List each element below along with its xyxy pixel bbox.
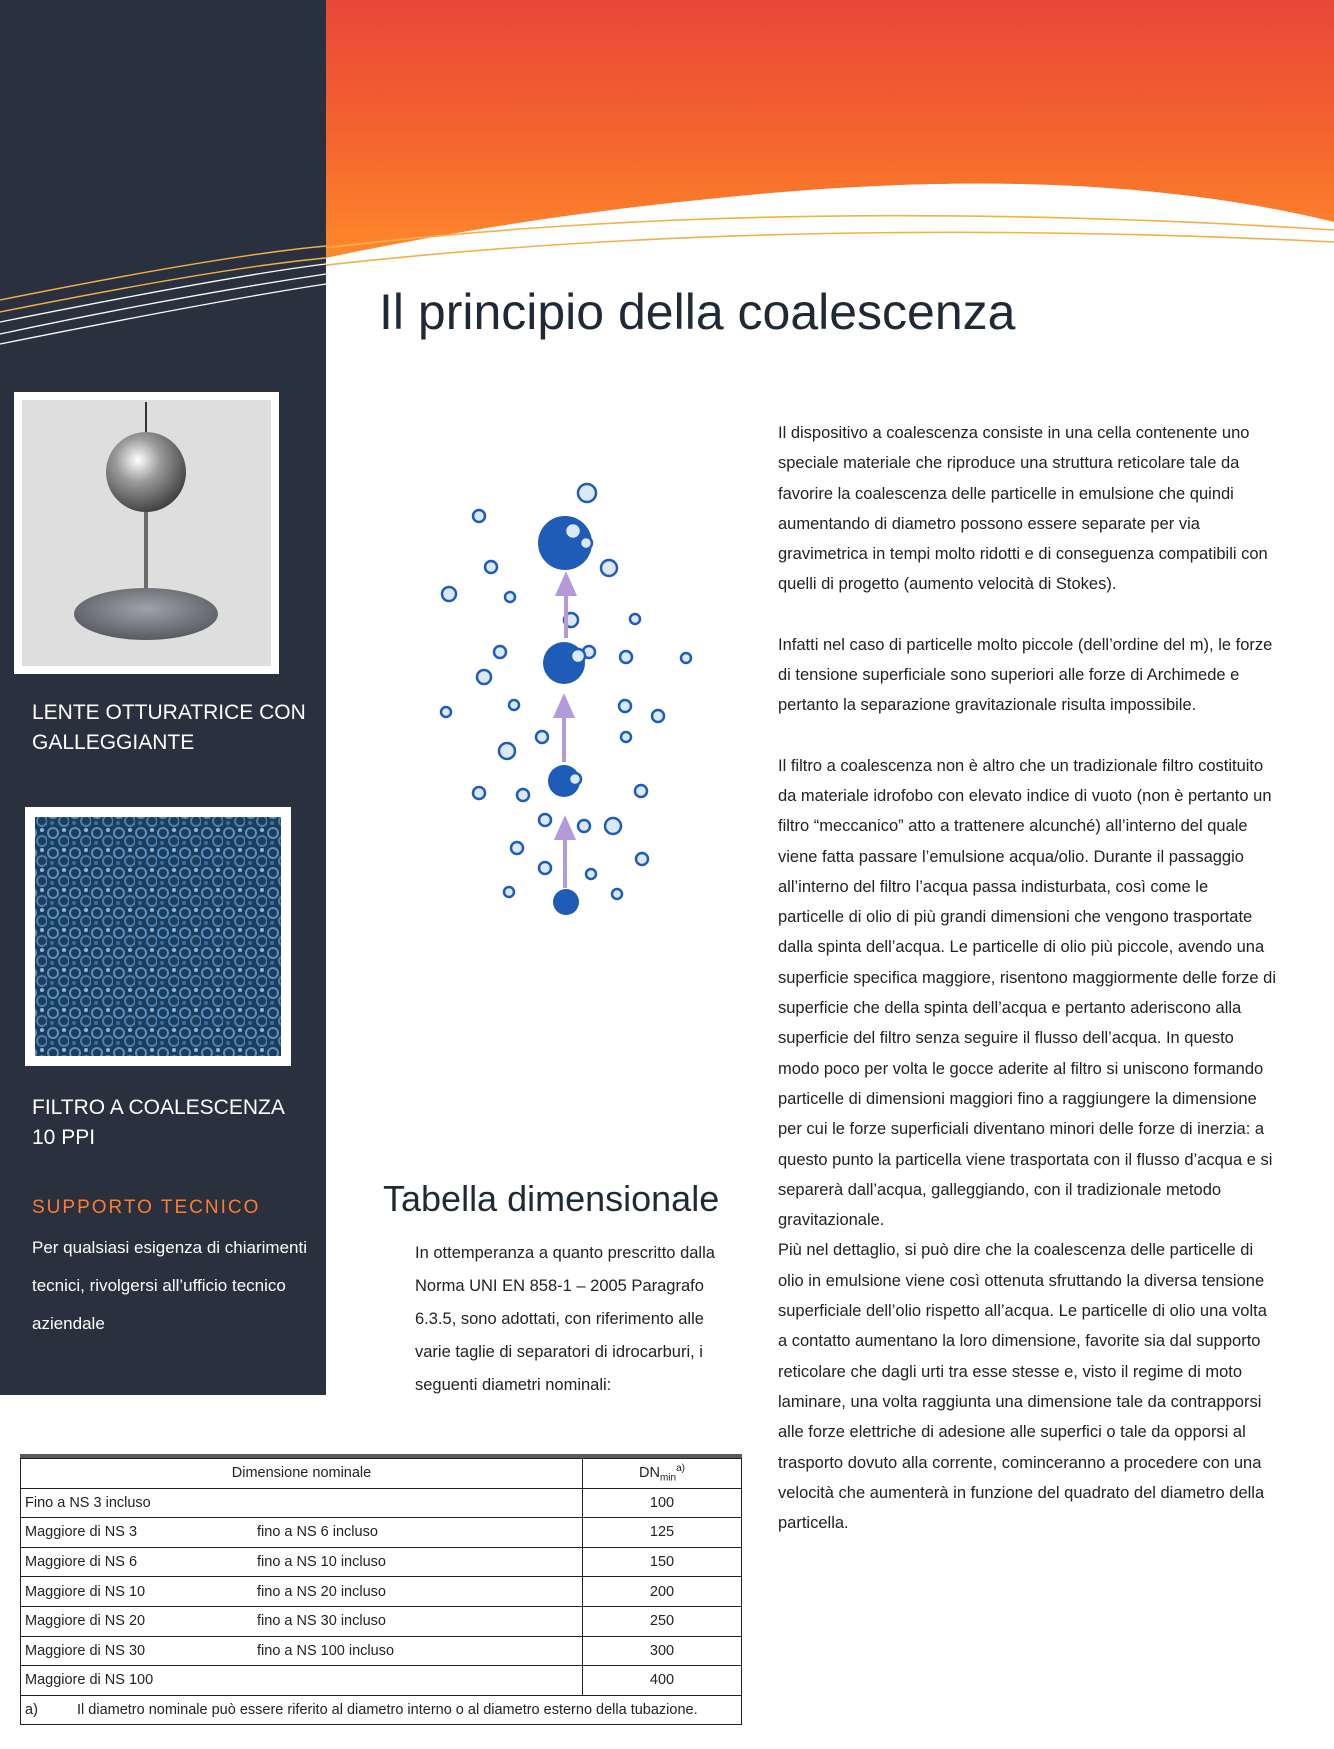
note-label: a) bbox=[25, 1702, 38, 1719]
row-from: Maggiore di NS 30 bbox=[25, 1642, 146, 1659]
header-dn-sup: a) bbox=[676, 1462, 685, 1474]
table-header-row bbox=[21, 1459, 742, 1489]
row-dn: 125 bbox=[583, 1518, 742, 1548]
table-note bbox=[21, 1695, 742, 1725]
header-dimension: Dimensione nominale bbox=[21, 1459, 583, 1489]
coalescence-filter-photo bbox=[25, 807, 291, 1066]
dimension-table bbox=[20, 1458, 742, 1725]
table-row bbox=[21, 1518, 742, 1548]
table-row bbox=[21, 1547, 742, 1577]
row-dn: 300 bbox=[583, 1636, 742, 1666]
support-text: Per qualsiasi esigenza di chiarimenti tecnici, rivolgersi all’ufficio tecnico aziendale bbox=[32, 1238, 307, 1333]
header-dn-sub: min bbox=[659, 1472, 677, 1484]
table-row bbox=[21, 1636, 742, 1666]
row-dimension bbox=[21, 1666, 583, 1696]
row-from: Maggiore di NS 10 bbox=[25, 1583, 146, 1600]
row-dimension bbox=[21, 1547, 583, 1577]
row-dn: 250 bbox=[583, 1606, 742, 1636]
paragraph-filter: Il filtro a coalescenza non è altro che un tradizionale filtro costituito da materiale idrofobo con elevato indice di vuoto (non è pertanto un filtro “meccanico” atto a trattenere alcunché) all’interno del quale viene fatta passare l’emulsione acqua/olio. Durante il passaggio all’interno del filtro l’acqua passa indisturbata, così come le particelle di olio di più grandi dimensioni che vengono trasportate dalla spinta dell’acqua. Le particelle di olio più piccole, avendo una superficie specifica maggiore, risentono maggiormente delle forze di superficie che della spinta dell’acqua e pertanto aderiscono alla superficie del filtro senza seguire il flusso dell’acqua. In questo modo poco per volta le gocce aderite al filtro si uniscono formando particelle di dimensioni maggiori fino a raggiungere la dimensione per cui le forze superficiali diventano minori delle forze di inerzia: a questo punto la particella viene trasportata con il flusso d’acqua e si separerà dall’acqua, galleggiando, con il tradizionale metodo gravitazionale. bbox=[778, 756, 1277, 1230]
note-text: Il diametro nominale può essere riferito al diametro interno o al diametro esterno della tubazione. bbox=[77, 1702, 698, 1719]
row-from: Maggiore di NS 20 bbox=[25, 1613, 146, 1630]
paragraph-detail: Più nel dettaglio, si può dire che la coalescenza delle particelle di olio in emulsione viene così ottenuta sfruttando la diversa tensione superficiale dell’olio rispetto all’acqua. Le particelle di olio una volta a contatto aumentano la loro dimensione, favorite sia dal supporto reticolare che dagli urti tra esse stesse e, visto il regime di moto laminare, una volta raggiunta una dimensione tale da contrapporsi alle forze elettriche di adesione alle superfici o tale da opporsi al trasporto dovuto alla corrente, cominceranno a procedere con una velocità che aumenterà in funzione del quadrato del diametro della particella. bbox=[778, 1241, 1267, 1533]
support-title: SUPPORTO TECNICO bbox=[32, 1197, 261, 1218]
coalescence-filter-caption: FILTRO A COALESCENZA 10 PPI bbox=[32, 1096, 284, 1149]
table-row bbox=[21, 1577, 742, 1607]
row-dn: 400 bbox=[583, 1666, 742, 1696]
row-dimension bbox=[21, 1518, 583, 1548]
table-title: Tabella dimensionale bbox=[383, 1178, 720, 1219]
body-text bbox=[778, 418, 1278, 1538]
row-from: Maggiore di NS 100 bbox=[25, 1672, 154, 1689]
row-dimension bbox=[21, 1488, 583, 1518]
table-note-row bbox=[21, 1695, 742, 1725]
row-to: fino a NS 6 incluso bbox=[257, 1524, 378, 1541]
row-to: fino a NS 20 incluso bbox=[257, 1583, 386, 1600]
row-to: fino a NS 10 incluso bbox=[257, 1554, 386, 1571]
row-to: fino a NS 30 incluso bbox=[257, 1613, 386, 1630]
row-dimension bbox=[21, 1636, 583, 1666]
row-to: fino a NS 100 incluso bbox=[257, 1642, 395, 1659]
table-intro: In ottemperanza a quanto prescritto dalla Norma UNI EN 858-1 – 2005 Paragrafo 6.3.5, sono adottati, con riferimento alle varie taglie di separatori di idrocarburi, i seguenti diametri nominali: bbox=[415, 1244, 715, 1394]
row-dimension bbox=[21, 1577, 583, 1607]
header-dn bbox=[583, 1459, 742, 1489]
row-dn: 100 bbox=[583, 1488, 742, 1518]
row-from: Fino a NS 3 incluso bbox=[25, 1494, 151, 1511]
row-dn: 200 bbox=[583, 1577, 742, 1607]
row-dn: 150 bbox=[583, 1547, 742, 1577]
page-title: Il principio della coalescenza bbox=[379, 284, 1016, 340]
header-dn-label: DN bbox=[639, 1464, 660, 1481]
float-lens-photo bbox=[14, 392, 279, 674]
table-row bbox=[21, 1666, 742, 1696]
table-row bbox=[21, 1606, 742, 1636]
paragraph-small-particles: Infatti nel caso di particelle molto piccole (dell’ordine del m), le forze di tensione superficiale sono superiori alle forze di Archimede e pertanto la separazione gravitazionale risulta impossibile. bbox=[778, 635, 1273, 715]
coalescence-diagram bbox=[430, 470, 710, 930]
float-lens-caption: LENTE OTTURATRICE CON GALLEGGIANTE bbox=[32, 701, 306, 754]
paragraph-description: Il dispositivo a coalescenza consiste in una cella contenente uno speciale materiale che riproduce una struttura reticolare tale da favorire la coalescenza delle particelle in emulsione che quindi aumentando di diametro possono essere separate per via gravimetrica in tempi molto ridotti e di conseguenza compatibili con quelli di progetto (aumento velocità di Stokes). bbox=[778, 424, 1268, 594]
table-row bbox=[21, 1488, 742, 1518]
row-from: Maggiore di NS 6 bbox=[25, 1554, 138, 1571]
row-dimension bbox=[21, 1606, 583, 1636]
row-from: Maggiore di NS 3 bbox=[25, 1524, 138, 1541]
